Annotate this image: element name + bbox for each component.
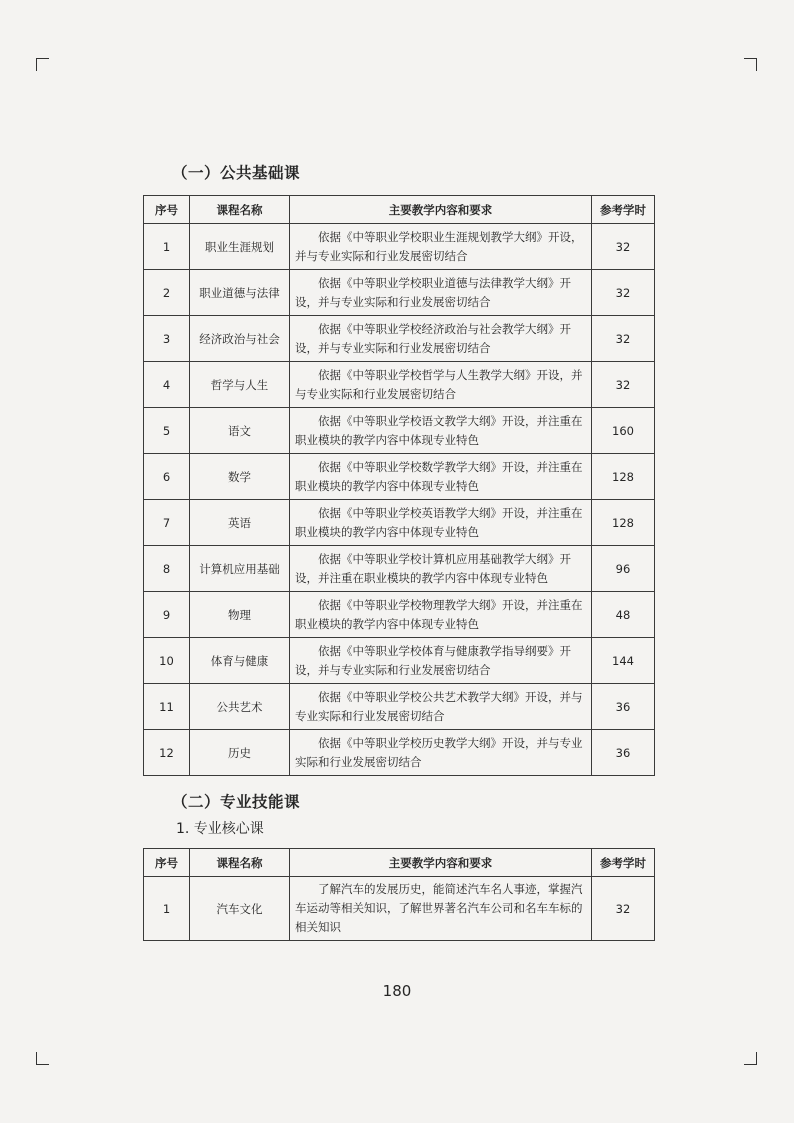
table-row [144, 546, 655, 592]
course-content-text: 依据《中等职业学校历史教学大纲》开设，并与专业实际和行业发展密切结合 [295, 735, 583, 769]
course-hours: 96 [592, 546, 655, 592]
course-name: 英语 [190, 500, 290, 546]
course-content [290, 408, 592, 454]
row-number: 12 [144, 730, 190, 776]
course-name: 经济政治与社会 [190, 316, 290, 362]
course-content [290, 638, 592, 684]
public-courses-table [143, 195, 655, 776]
course-name: 职业生涯规划 [190, 224, 290, 270]
course-name: 数学 [190, 454, 290, 500]
course-content [290, 454, 592, 500]
row-number: 4 [144, 362, 190, 408]
row-number: 1 [144, 224, 190, 270]
header-content: 主要教学内容和要求 [290, 849, 592, 877]
course-content [290, 592, 592, 638]
table-row [144, 500, 655, 546]
header-hours: 参考学时 [592, 196, 655, 224]
table-row [144, 270, 655, 316]
row-number: 3 [144, 316, 190, 362]
course-content-text: 依据《中等职业学校语文教学大纲》开设，并注重在职业模块的教学内容中体现专业特色 [295, 413, 583, 447]
table-row [144, 877, 655, 941]
course-content [290, 270, 592, 316]
course-content-text: 依据《中等职业学校经济政治与社会教学大纲》开设，并与专业实际和行业发展密切结合 [295, 321, 571, 355]
crop-mark-bottom-right [744, 1052, 757, 1065]
core-courses-table [143, 848, 655, 941]
course-content-text: 依据《中等职业学校物理教学大纲》开设，并注重在职业模块的教学内容中体现专业特色 [295, 597, 583, 631]
course-content-text: 了解汽车的发展历史，能简述汽车名人事迹，掌握汽车运动等相关知识，了解世界著名汽车公司和名车车标的相关知识 [295, 882, 583, 934]
course-hours: 32 [592, 316, 655, 362]
subheading-core-courses: 1. 专业核心课 [176, 821, 264, 837]
course-hours: 128 [592, 454, 655, 500]
course-name: 汽车文化 [190, 877, 290, 941]
course-hours: 128 [592, 500, 655, 546]
course-hours: 32 [592, 224, 655, 270]
course-hours: 48 [592, 592, 655, 638]
course-name: 公共艺术 [190, 684, 290, 730]
course-hours: 160 [592, 408, 655, 454]
table-row [144, 224, 655, 270]
course-content [290, 877, 592, 941]
section-heading-public-courses: （一）公共基础课 [172, 164, 301, 182]
course-content-text: 依据《中等职业学校数学教学大纲》开设，并注重在职业模块的教学内容中体现专业特色 [295, 459, 583, 493]
table-row [144, 684, 655, 730]
row-number: 2 [144, 270, 190, 316]
course-name: 职业道德与法律 [190, 270, 290, 316]
course-content-text: 依据《中等职业学校公共艺术教学大纲》开设，并与专业实际和行业发展密切结合 [295, 689, 583, 723]
course-name: 物理 [190, 592, 290, 638]
course-content [290, 684, 592, 730]
row-number: 11 [144, 684, 190, 730]
section-heading-professional-courses: （二）专业技能课 [172, 793, 301, 811]
course-hours: 32 [592, 362, 655, 408]
table-row [144, 408, 655, 454]
course-content [290, 730, 592, 776]
crop-mark-bottom-left [36, 1052, 49, 1065]
course-name: 语文 [190, 408, 290, 454]
table-header-row [144, 196, 655, 224]
header-course-name: 课程名称 [190, 196, 290, 224]
course-name: 哲学与人生 [190, 362, 290, 408]
course-content [290, 316, 592, 362]
row-number: 9 [144, 592, 190, 638]
table-row [144, 362, 655, 408]
crop-mark-top-right [744, 58, 757, 71]
course-content-text: 依据《中等职业学校哲学与人生教学大纲》开设，并与专业实际和行业发展密切结合 [295, 367, 583, 401]
course-content-text: 依据《中等职业学校职业道德与法律教学大纲》开设，并与专业实际和行业发展密切结合 [295, 275, 571, 309]
row-number: 6 [144, 454, 190, 500]
course-content [290, 224, 592, 270]
course-hours: 36 [592, 730, 655, 776]
row-number: 1 [144, 877, 190, 941]
course-content-text: 依据《中等职业学校英语教学大纲》开设，并注重在职业模块的教学内容中体现专业特色 [295, 505, 583, 539]
row-number: 10 [144, 638, 190, 684]
row-number: 7 [144, 500, 190, 546]
row-number: 8 [144, 546, 190, 592]
course-content [290, 500, 592, 546]
course-content-text: 依据《中等职业学校职业生涯规划教学大纲》开设，并与专业实际和行业发展密切结合 [295, 229, 583, 263]
table-row [144, 730, 655, 776]
header-number: 序号 [144, 196, 190, 224]
crop-mark-top-left [36, 58, 49, 71]
course-hours: 36 [592, 684, 655, 730]
course-content [290, 546, 592, 592]
course-name: 体育与健康 [190, 638, 290, 684]
table-header-row [144, 849, 655, 877]
course-name: 历史 [190, 730, 290, 776]
header-number: 序号 [144, 849, 190, 877]
course-name: 计算机应用基础 [190, 546, 290, 592]
header-content: 主要教学内容和要求 [290, 196, 592, 224]
course-content-text: 依据《中等职业学校体育与健康教学指导纲要》开设，并与专业实际和行业发展密切结合 [295, 643, 571, 677]
course-content [290, 362, 592, 408]
table-row [144, 454, 655, 500]
header-course-name: 课程名称 [190, 849, 290, 877]
course-hours: 32 [592, 270, 655, 316]
row-number: 5 [144, 408, 190, 454]
course-content-text: 依据《中等职业学校计算机应用基础教学大纲》开设，并注重在职业模块的教学内容中体现专业特色 [295, 551, 571, 585]
page-number: 180 [382, 982, 412, 1000]
table-row [144, 316, 655, 362]
header-hours: 参考学时 [592, 849, 655, 877]
course-hours: 32 [592, 877, 655, 941]
table-row [144, 592, 655, 638]
course-hours: 144 [592, 638, 655, 684]
table-row [144, 638, 655, 684]
